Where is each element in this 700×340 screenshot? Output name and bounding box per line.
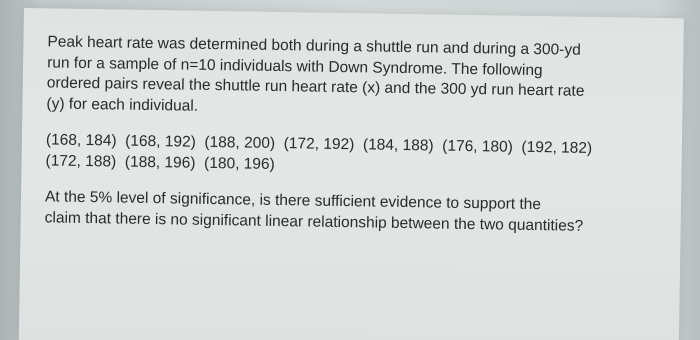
- paper-edge-shadow: [682, 0, 700, 340]
- problem-text: [45, 32, 648, 237]
- intro-line-3: ordered pairs reveal the shuttle run heart rate (x) and the 300 yd run heart rate: [46, 74, 585, 100]
- question-line-2: claim that there is no significant linear relationship between the two quantities?: [44, 208, 584, 235]
- data-pairs-line-2: (172, 188) (188, 196) (180, 196): [45, 151, 275, 173]
- paper-sheet: [19, 8, 684, 340]
- question-paragraph: [45, 187, 646, 237]
- intro-line-2: run for a sample of n=10 individuals with Down Syndrome. The following: [47, 53, 543, 79]
- intro-line-1: Peak heart rate was determined both during a shuttle run and during a 300-yd: [47, 33, 581, 59]
- data-pairs-paragraph: [45, 130, 646, 180]
- question-line-1: At the 5% level of significance, is there sufficient evidence to support the: [44, 188, 542, 214]
- intro-line-4: (y) for each individual.: [46, 94, 199, 115]
- intro-paragraph: [46, 32, 647, 123]
- data-pairs-line-1: (168, 184) (168, 192) (188, 200) (172, 192) (184, 188) (176, 180) (192, 182): [45, 131, 593, 157]
